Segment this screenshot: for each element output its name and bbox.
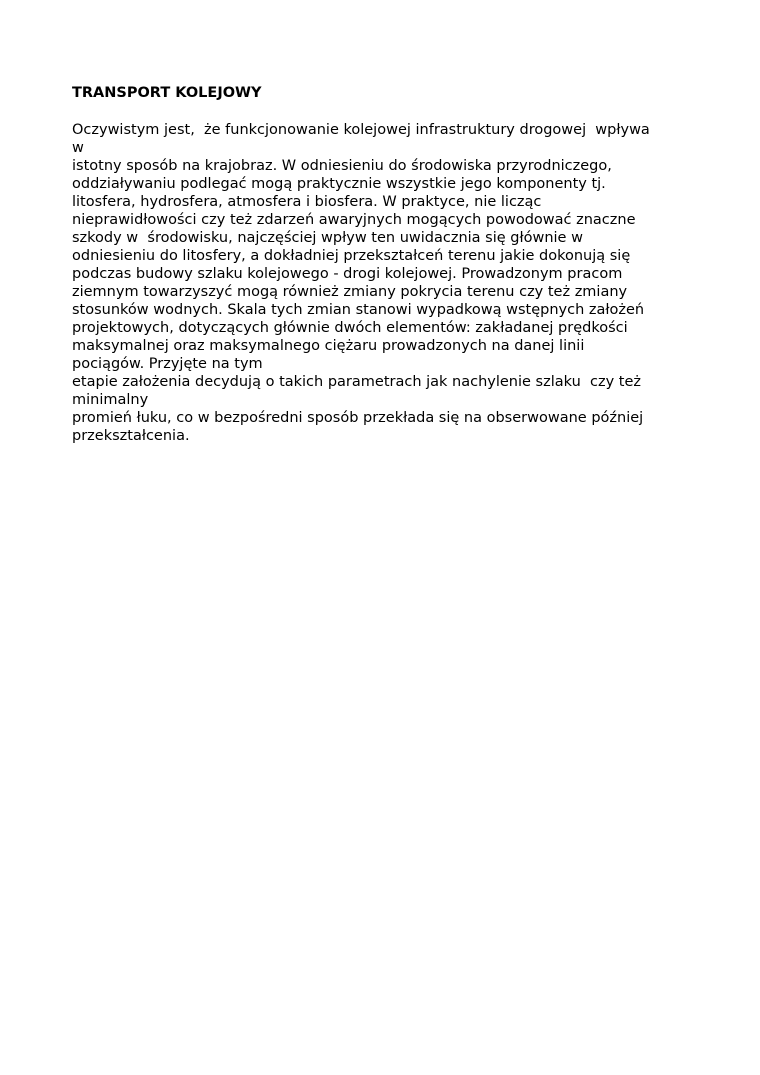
paragraph-line: litosfera, hydrosfera, atmosfera i biosfera. W praktyce, nie licząc <box>72 194 542 210</box>
paragraph-line: projektowych, dotyczących głównie dwóch elementów: zakładanej prędkości <box>72 320 628 336</box>
paragraph-line: minimalny <box>72 392 149 408</box>
paragraph-line: odniesieniu do litosfery, a dokładniej przekształceń terenu jakie dokonują się <box>72 248 631 264</box>
paragraph-line: istotny sposób na krajobraz. W odniesieniu do środowiska przyrodniczego, <box>72 158 612 174</box>
paragraph-line: stosunków wodnych. Skala tych zmian stanowi wypadkową wstępnych założeń <box>72 302 645 318</box>
paragraph-line: przekształcenia. <box>72 428 190 444</box>
document-title: TRANSPORT KOLEJOWY <box>72 85 262 101</box>
paragraph-line: pociągów. Przyjęte na tym <box>72 356 263 372</box>
paragraph-line: podczas budowy szlaku kolejowego - drogi kolejowej. Prowadzonym pracom <box>72 266 623 282</box>
paragraph-line: etapie założenia decydują o takich parametrach jak nachylenie szlaku czy też <box>72 374 641 390</box>
paragraph-line: oddziaływaniu podlegać mogą praktycznie wszystkie jego komponenty tj. <box>72 176 606 192</box>
paragraph-line: promień łuku, co w bezpośredni sposób przekłada się na obserwowane później <box>72 410 644 426</box>
paragraph-line: szkody w środowisku, najczęściej wpływ ten uwidacznia się głównie w <box>72 230 583 246</box>
paragraph-line: ziemnym towarzyszyć mogą również zmiany pokrycia terenu czy też zmiany <box>72 284 628 300</box>
paragraph-line: w <box>72 140 84 156</box>
paragraph-line: nieprawidłowości czy też zdarzeń awaryjnych mogących powodować znaczne <box>72 212 636 228</box>
paragraph-line: Oczywistym jest, że funkcjonowanie kolejowej infrastruktury drogowej wpływa <box>72 122 650 138</box>
paragraph-line: maksymalnej oraz maksymalnego ciężaru prowadzonych na danej linii <box>72 338 585 354</box>
body-paragraph <box>72 121 712 445</box>
